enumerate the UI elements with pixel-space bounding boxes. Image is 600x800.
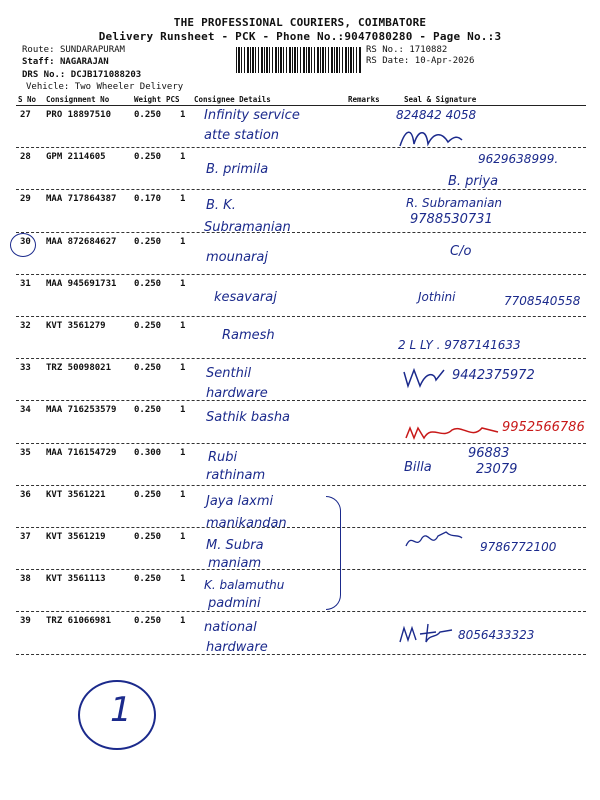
rs-no-value: 1710882: [409, 45, 448, 55]
row-sno: 27: [20, 110, 31, 120]
row-sno: 39: [20, 616, 31, 627]
col-weight: Weight: [134, 95, 162, 104]
row-weight: 0.250: [134, 405, 162, 416]
row-consignment-no: PRO 18897510: [46, 110, 112, 120]
rows-36-38-brace: [326, 496, 341, 610]
col-consignment: Consignment No: [46, 95, 110, 104]
row-weight: 0.250: [134, 110, 162, 120]
table-row: [0, 570, 600, 612]
row-divider: [16, 654, 586, 655]
row-consignment-no: KVT 3561221: [46, 489, 106, 500]
col-seal: Seal & Signature: [404, 95, 477, 104]
hw-r38-consignee-a: K. balamuthu: [204, 578, 285, 592]
row-consignment-no: KVT 3561113: [46, 574, 106, 585]
hw-r33-consignee-a: Senthil: [206, 366, 252, 381]
row-weight: 0.250: [134, 532, 162, 542]
r33-signature-scribble: [400, 366, 450, 392]
hw-r28-sig: B. priya: [448, 174, 499, 189]
hw-r31-sig: Jothini: [418, 290, 456, 304]
hw-r38-consignee-b: padmini: [208, 596, 261, 611]
hw-r28-consignee: B. primila: [206, 162, 269, 177]
row-pcs: 1: [180, 405, 186, 416]
row-weight: 0.250: [134, 363, 162, 374]
row-consignment-no: TRZ 61066981: [46, 616, 112, 627]
company-title: THE PROFESSIONAL COURIERS, COIMBATORE: [173, 16, 427, 29]
rs-info: RS No.: 1710882 RS Date: 10-Apr-2026: [366, 45, 475, 66]
row-pcs: 1: [180, 363, 186, 374]
row-pcs: 1: [180, 194, 186, 205]
col-remarks: Remarks: [348, 95, 380, 104]
row-sno: 33: [20, 363, 31, 374]
row-consignment-no: MAA 716253579: [46, 405, 117, 416]
row-sno: 36: [20, 489, 31, 500]
hw-r33-phone: 9442375972: [452, 368, 535, 383]
vehicle-value: Two Wheeler Delivery: [74, 82, 184, 92]
hw-r30-consignee: mounaraj: [206, 250, 268, 265]
table-row: [0, 233, 600, 275]
hw-r31-consignee: kesavaraj: [214, 290, 277, 305]
rs-date-value: 10-Apr-2026: [414, 56, 475, 66]
col-consignee: Consignee Details: [194, 95, 271, 104]
staff-line: Staff: NAGARAJAN: [22, 57, 109, 67]
row-weight: 0.250: [134, 574, 162, 585]
row-weight: 0.250: [134, 489, 162, 500]
hw-r37-consignee-b: maniam: [208, 556, 262, 571]
hw-r27-sig: 824842 4058: [396, 108, 477, 122]
hw-r34-phone: 9952566786: [502, 420, 585, 435]
hw-r39-phone: 8056433323: [458, 628, 535, 642]
row-consignment-no: KVT 3561219: [46, 532, 106, 542]
hw-r35-sig: Billa: [404, 460, 432, 475]
row-pcs: 1: [180, 278, 186, 289]
barcode: [236, 47, 362, 73]
row-consignment-no: KVT 3561279: [46, 321, 106, 331]
hw-r33-consignee-b: hardware: [206, 386, 268, 401]
row-pcs: 1: [180, 110, 186, 120]
row30-circle-mark: [10, 233, 36, 257]
row-weight: 0.250: [134, 616, 162, 627]
col-sno: S No: [18, 95, 37, 104]
row-sno: 32: [20, 321, 31, 331]
row-sno: 31: [20, 278, 31, 289]
row-pcs: 1: [180, 152, 186, 163]
row-consignment-no: MAA 716154729: [46, 447, 117, 458]
hw-r36-consignee-a: Jaya laxmi: [206, 494, 274, 509]
row-sno: 34: [20, 405, 31, 416]
hw-r36-consignee-b: manikandan: [206, 516, 287, 531]
hw-r29-phone: 9788530731: [410, 212, 493, 227]
hw-r32-consignee: Ramesh: [222, 328, 275, 343]
table-row: [0, 486, 600, 528]
row-pcs: 1: [180, 489, 186, 500]
row-pcs: 1: [180, 574, 186, 585]
row-consignment-no: MAA 945691731: [46, 278, 117, 289]
row-sno: 37: [20, 532, 31, 542]
hw-r32-phone: 2 L LY . 9787141633: [398, 338, 521, 352]
row-pcs: 1: [180, 236, 186, 247]
runsheet-subtitle: Delivery Runsheet - PCK - Phone No.:9047080280 - Page No.:3: [98, 30, 502, 43]
hw-r28-phone: 9629638999.: [478, 152, 559, 166]
hw-r37-consignee-a: M. Subra: [206, 538, 264, 553]
row-weight: 0.250: [134, 152, 162, 163]
hw-r37-phone: 9786772100: [480, 540, 557, 554]
hw-r39-consignee-b: hardware: [206, 640, 268, 655]
row-consignment-no: MAA 872684627: [46, 236, 117, 247]
row-pcs: 1: [180, 532, 186, 542]
page-number-mark: 1: [110, 690, 132, 730]
hw-r27-consignee-b: atte station: [204, 128, 280, 143]
route-value: SUNDARAPURAM: [59, 45, 125, 55]
route-line: Route: SUNDARAPURAM: [22, 45, 125, 55]
row-pcs: 1: [180, 321, 186, 331]
row-weight: 0.250: [134, 321, 162, 331]
hw-r35-phone-b: 23079: [476, 462, 518, 477]
vehicle-line: Vehicle: Two Wheeler Delivery: [26, 82, 184, 92]
r39-signature-scribble: [396, 620, 460, 648]
hw-r31-phone: 7708540558: [504, 294, 581, 308]
staff-value: NAGARAJAN: [59, 57, 109, 67]
row-weight: 0.250: [134, 236, 162, 247]
drs-line: DRS No.: DCJB171088203: [22, 70, 142, 80]
hw-r29-consignee-b: Subramanian: [204, 220, 291, 235]
hw-r30-remark: C/o: [450, 244, 472, 259]
hw-r35-consignee-b: rathinam: [206, 468, 266, 483]
row-sno: 35: [20, 447, 31, 458]
hw-r29-consignee-a: B. K.: [206, 198, 236, 213]
hw-r27-consignee-a: Infinity service: [204, 108, 300, 123]
row-sno: 28: [20, 152, 31, 163]
drs-value: DCJB171088203: [70, 70, 142, 80]
table-row: [0, 106, 600, 148]
hw-r35-consignee-a: Rubi: [208, 450, 238, 465]
row-sno: 38: [20, 574, 31, 585]
row-sno: 30: [20, 236, 31, 247]
row-weight: 0.170: [134, 194, 162, 205]
row-consignment-no: GPM 2114605: [46, 152, 106, 163]
hw-r29-sig: R. Subramanian: [406, 196, 503, 210]
r34-signature-scribble: [402, 420, 502, 444]
row-pcs: 1: [180, 616, 186, 627]
row-consignment-no: MAA 717864387: [46, 194, 117, 205]
row-weight: 0.300: [134, 447, 162, 458]
col-pcs: PCS: [166, 95, 180, 104]
row-consignment-no: TRZ 50098021: [46, 363, 112, 374]
hw-r34-consignee: Sathik basha: [206, 410, 291, 425]
row-weight: 0.250: [134, 278, 162, 289]
hw-r39-consignee-a: national: [204, 620, 257, 635]
row-pcs: 1: [180, 447, 186, 458]
table-row: [0, 190, 600, 232]
r37-signature-scribble: [402, 526, 466, 554]
r27-signature-scribble: [396, 126, 466, 152]
hw-r35-phone-a: 96883: [468, 446, 510, 461]
row-sno: 29: [20, 194, 31, 205]
